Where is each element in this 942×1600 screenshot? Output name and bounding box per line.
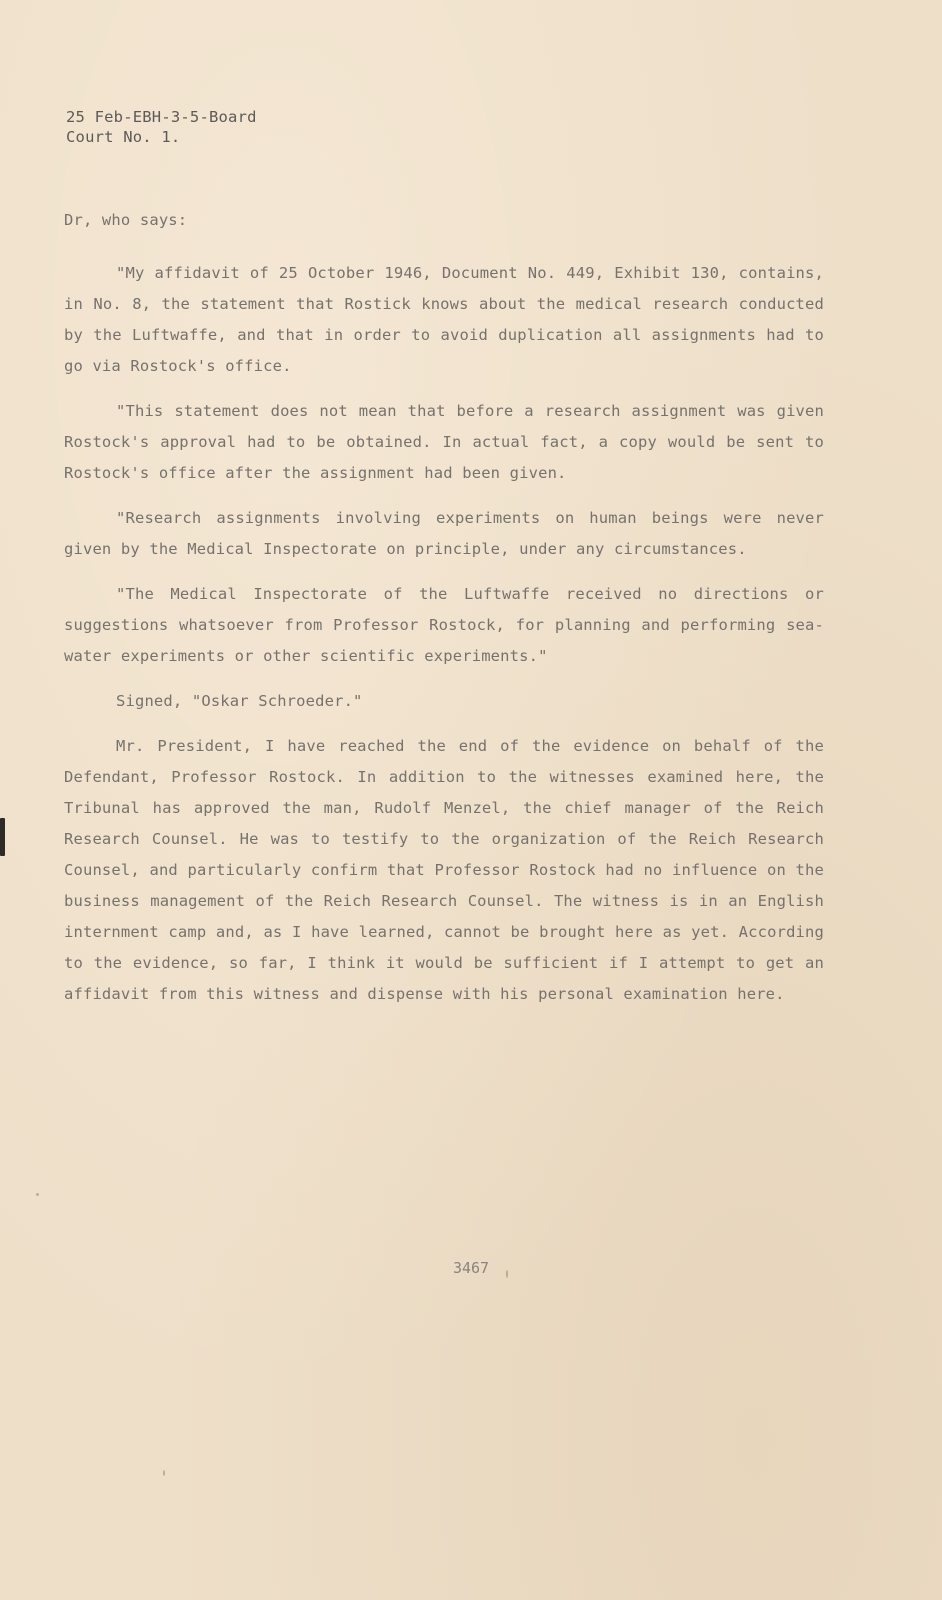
paper-speck (36, 1193, 39, 1196)
page-number: 3467 (452, 1259, 490, 1277)
paragraph-closing: Mr. President, I have reached the end of the evidence on behalf of the Defendant, Professor Rostock. In addition to the witnesses examined here, the Tribunal has approved the man, Rudolf Menzel, the chief manager of the Reich Research Counsel. He was to testify to the organization of the Reich Research Counsel, and particularly confirm that Professor Rostock had no influence on the business management of the Reich Research Counsel. The witness is in an English internment camp and, as I have learned, cannot be brought here as yet. According to the evidence, so far, I think it would be sufficient if I attempt to get an affidavit from this witness and dispense with his personal examination here. (64, 737, 824, 1003)
paragraph-research-assignments: "Research assignments involving experiments on human beings were never given by the Medical Inspectorate on principle, under any circumstances. (64, 509, 824, 558)
document-body (64, 205, 824, 1024)
paragraph-statement: "This statement does not mean that before a research assignment was given Rostock's approval had to be obtained. In actual fact, a copy would be sent to Rostock's office after the assignment had been given. (64, 402, 824, 482)
document-header (66, 107, 257, 147)
paragraph-signature: Signed, "Oskar Schroeder." (116, 692, 363, 710)
paragraph-medical-inspectorate: "The Medical Inspectorate of the Luftwaffe received no directions or suggestions whatsoever from Professor Rostock, for planning and performing sea-water experiments or other scientific experiments." (64, 585, 824, 665)
paper-speck (163, 1470, 165, 1476)
paper-speck (506, 1270, 508, 1278)
paragraph-affidavit: "My affidavit of 25 October 1946, Document No. 449, Exhibit 130, contains, in No. 8, the statement that Rostick knows about the medical research conducted by the Luftwaffe, and that in order to avoid duplication all assignments had to go via Rostock's office. (64, 264, 824, 375)
edge-ink-mark (0, 818, 5, 856)
header-line-1: 25 Feb-EBH-3-5-Board (66, 108, 257, 126)
header-line-2: Court No. 1. (66, 128, 181, 146)
paragraph-intro: Dr, who says: (64, 211, 188, 229)
